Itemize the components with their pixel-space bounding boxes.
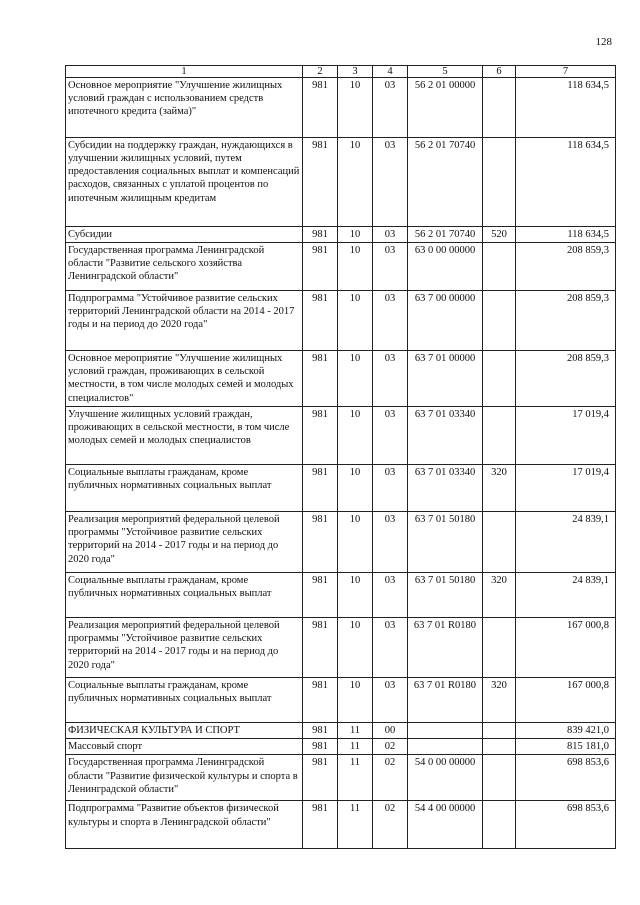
section-code: 10 [338,243,373,291]
amount: 208 859,3 [516,243,616,291]
column-header: 2 [303,66,338,78]
expense-type-code [483,618,516,678]
admin-code: 981 [303,78,338,138]
subsection-code: 00 [373,723,408,739]
admin-code: 981 [303,801,338,849]
target-article-code: 63 7 01 00000 [408,351,483,407]
row-name: Основное мероприятие "Улучшение жилищных условий граждан с использованием средств ипотечного кредита (займа)" [66,78,303,138]
row-name: Реализация мероприятий федеральной целевой программы "Устойчивое развитие сельских территорий на 2014 - 2017 годы и на период до 2020 года" [66,618,303,678]
expense-type-code [483,739,516,755]
section-code: 10 [338,465,373,512]
target-article-code: 56 2 01 00000 [408,78,483,138]
row-name: Социальные выплаты гражданам, кроме публичных нормативных социальных выплат [66,573,303,618]
amount: 118 634,5 [516,138,616,227]
section-code: 10 [338,512,373,573]
subsection-code: 03 [373,138,408,227]
target-article-code: 63 7 01 03340 [408,407,483,465]
subsection-code: 03 [373,243,408,291]
admin-code: 981 [303,618,338,678]
section-code: 10 [338,618,373,678]
column-header: 1 [66,66,303,78]
expense-type-code: 320 [483,573,516,618]
admin-code: 981 [303,739,338,755]
admin-code: 981 [303,573,338,618]
subsection-code: 02 [373,755,408,801]
subsection-code: 03 [373,573,408,618]
table-row [66,78,616,138]
section-code: 11 [338,723,373,739]
amount: 118 634,5 [516,78,616,138]
row-name: Реализация мероприятий федеральной целевой программы "Устойчивое развитие сельских территорий на 2014 - 2017 годы и на период до 2020 года" [66,512,303,573]
admin-code: 981 [303,138,338,227]
column-header: 4 [373,66,408,78]
column-header: 7 [516,66,616,78]
subsection-code: 03 [373,78,408,138]
subsection-code: 03 [373,465,408,512]
row-name: Массовый спорт [66,739,303,755]
table-row [66,351,616,407]
row-name: Социальные выплаты гражданам, кроме публичных нормативных социальных выплат [66,678,303,723]
table-row [66,138,616,227]
expense-type-code [483,351,516,407]
admin-code: 981 [303,227,338,243]
table-row [66,465,616,512]
page-number: 128 [595,36,612,48]
amount: 24 839,1 [516,512,616,573]
target-article-code [408,739,483,755]
amount: 17 019,4 [516,465,616,512]
amount: 24 839,1 [516,573,616,618]
expense-type-code [483,291,516,351]
subsection-code: 02 [373,739,408,755]
budget-table [65,65,616,849]
table-row [66,291,616,351]
subsection-code: 03 [373,291,408,351]
section-code: 10 [338,78,373,138]
admin-code: 981 [303,755,338,801]
amount: 208 859,3 [516,351,616,407]
column-header: 3 [338,66,373,78]
section-code: 11 [338,801,373,849]
amount: 698 853,6 [516,801,616,849]
expense-type-code [483,78,516,138]
target-article-code: 54 0 00 00000 [408,755,483,801]
admin-code: 981 [303,243,338,291]
row-name: ФИЗИЧЕСКАЯ КУЛЬТУРА И СПОРТ [66,723,303,739]
target-article-code: 56 2 01 70740 [408,138,483,227]
expense-type-code: 320 [483,465,516,512]
row-name: Основное мероприятие "Улучшение жилищных условий граждан, проживающих в сельской местности, в том числе молодых семей и молодых специалистов" [66,351,303,407]
target-article-code [408,723,483,739]
section-code: 11 [338,755,373,801]
table-row [66,755,616,801]
subsection-code: 03 [373,678,408,723]
section-code: 10 [338,227,373,243]
table-row [66,801,616,849]
row-name: Субсидии на поддержку граждан, нуждающихся в улучшении жилищных условий, путем предоставления социальных выплат и компенсаций расходов, связанных с уплатой процентов по ипотечным жилищным кредитам [66,138,303,227]
target-article-code: 63 7 00 00000 [408,291,483,351]
subsection-code: 03 [373,351,408,407]
table-row [66,678,616,723]
subsection-code: 03 [373,407,408,465]
admin-code: 981 [303,512,338,573]
admin-code: 981 [303,465,338,512]
admin-code: 981 [303,678,338,723]
row-name: Подпрограмма "Развитие объектов физической культуры и спорта в Ленинградской области" [66,801,303,849]
target-article-code: 63 7 01 R0180 [408,618,483,678]
expense-type-code [483,138,516,227]
section-code: 10 [338,351,373,407]
row-name: Социальные выплаты гражданам, кроме публичных нормативных социальных выплат [66,465,303,512]
section-code: 10 [338,407,373,465]
table-row [66,739,616,755]
amount: 815 181,0 [516,739,616,755]
section-code: 10 [338,291,373,351]
table-row [66,512,616,573]
column-header: 5 [408,66,483,78]
expense-type-code: 520 [483,227,516,243]
target-article-code: 63 7 01 03340 [408,465,483,512]
subsection-code: 03 [373,512,408,573]
target-article-code: 63 7 01 50180 [408,573,483,618]
expense-type-code [483,755,516,801]
subsection-code: 03 [373,227,408,243]
section-code: 10 [338,573,373,618]
target-article-code: 63 0 00 00000 [408,243,483,291]
expense-type-code [483,243,516,291]
row-name: Подпрограмма "Устойчивое развитие сельских территорий Ленинградской области на 2014 - 2017 годы и на период до 2020 года" [66,291,303,351]
subsection-code: 03 [373,618,408,678]
header-row [66,66,616,78]
amount: 118 634,5 [516,227,616,243]
table-row [66,723,616,739]
section-code: 10 [338,138,373,227]
admin-code: 981 [303,723,338,739]
amount: 698 853,6 [516,755,616,801]
target-article-code: 63 7 01 50180 [408,512,483,573]
column-header: 6 [483,66,516,78]
row-name: Улучшение жилищных условий граждан, проживающих в сельской местности, в том числе молодых семей и молодых специалистов [66,407,303,465]
admin-code: 981 [303,351,338,407]
table-row [66,573,616,618]
amount: 17 019,4 [516,407,616,465]
target-article-code: 54 4 00 00000 [408,801,483,849]
table-row [66,407,616,465]
target-article-code: 63 7 01 R0180 [408,678,483,723]
expense-type-code [483,723,516,739]
table-row [66,227,616,243]
row-name: Государственная программа Ленинградской области "Развитие физической культуры и спорта в Ленинградской области" [66,755,303,801]
section-code: 11 [338,739,373,755]
admin-code: 981 [303,407,338,465]
table-row [66,618,616,678]
row-name: Государственная программа Ленинградской области "Развитие сельского хозяйства Ленинградской области" [66,243,303,291]
expense-type-code [483,407,516,465]
amount: 167 000,8 [516,618,616,678]
expense-type-code [483,512,516,573]
target-article-code: 56 2 01 70740 [408,227,483,243]
expense-type-code: 320 [483,678,516,723]
row-name: Субсидии [66,227,303,243]
section-code: 10 [338,678,373,723]
amount: 839 421,0 [516,723,616,739]
amount: 208 859,3 [516,291,616,351]
amount: 167 000,8 [516,678,616,723]
table-row [66,243,616,291]
subsection-code: 02 [373,801,408,849]
expense-type-code [483,801,516,849]
admin-code: 981 [303,291,338,351]
